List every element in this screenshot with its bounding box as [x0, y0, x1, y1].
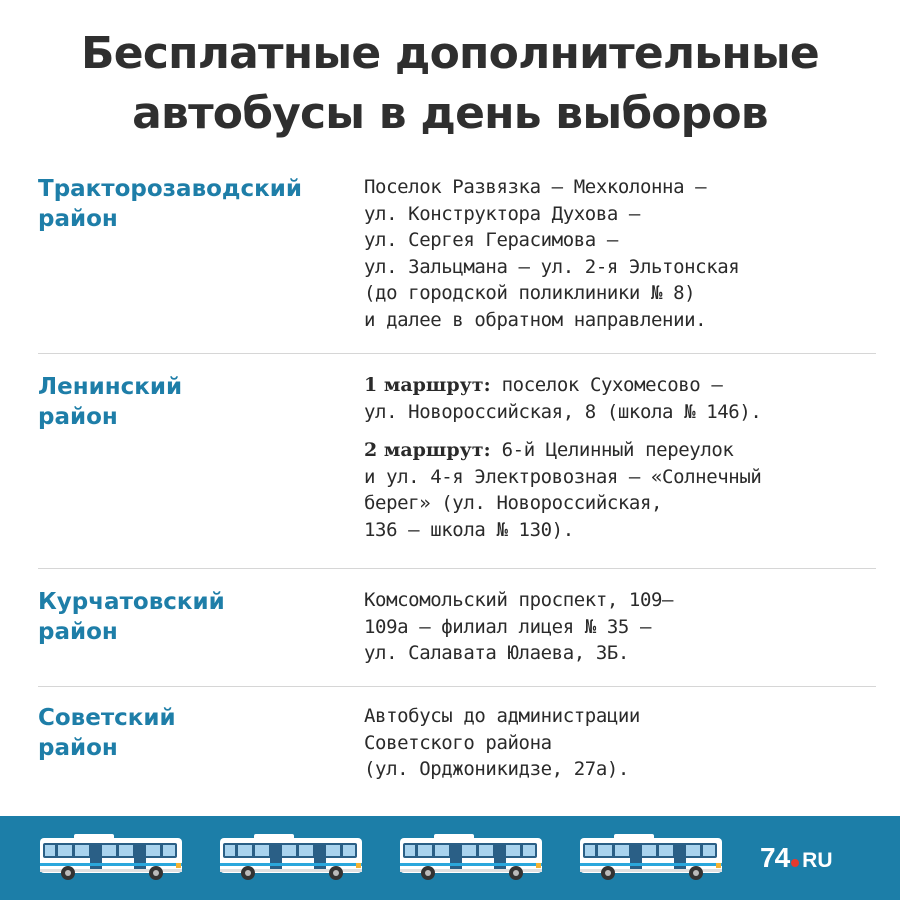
title-line-2: автобусы в день выборов	[132, 88, 768, 139]
footer-band	[0, 816, 900, 900]
district-name: Ленинский район	[38, 374, 183, 430]
route-description: Поселок Развязка — Мехколонна — ул. Конструктора Духова — ул. Сергея Герасимова — ул. Зальцмана — ул. 2-я Эльтонская (до городской поликлиники № 8) и далее в обратном направлении.	[364, 176, 740, 331]
district-list	[38, 166, 876, 807]
title-line-1: Бесплатные дополнительные	[81, 28, 819, 79]
route-label: 2 маршрут:	[364, 439, 491, 461]
route-label: 1 маршрут:	[364, 374, 491, 396]
bus-icon	[38, 833, 184, 881]
route-description	[364, 372, 876, 568]
district-name: Курчатовский район	[38, 589, 225, 645]
route-description: Комсомольский проспект, 109— 109а – филиал лицея № 35 — ул. Салавата Юлаева, 3Б.	[364, 589, 674, 664]
district-name: Тракторозаводский район	[38, 176, 302, 232]
page-title	[0, 24, 900, 144]
route-1: 1 маршрут: поселок Сухомесово — ул. Новороссийская, 8 (школа № 146).	[364, 374, 762, 423]
route-2: 2 маршрут: 6-й Целинный переулок и ул. 4-я Электровозная — «Солнечный берег» (ул. Новороссийская, 136 – школа № 130).	[364, 439, 762, 541]
district-row-traktorozavodsky	[38, 166, 876, 354]
logo-dot	[791, 859, 799, 867]
route-description: Автобусы до администрации Советского района (ул. Орджоникидзе, 27а).	[364, 705, 640, 780]
bus-icon	[578, 833, 724, 881]
bus-icon	[398, 833, 544, 881]
site-logo[interactable]: 74 RU	[760, 842, 833, 873]
district-row-kurchatovsky	[38, 569, 876, 687]
bus-icon	[218, 833, 364, 881]
district-name: Советский район	[38, 705, 176, 761]
district-row-leninsky	[38, 354, 876, 569]
district-row-sovetsky	[38, 687, 876, 807]
